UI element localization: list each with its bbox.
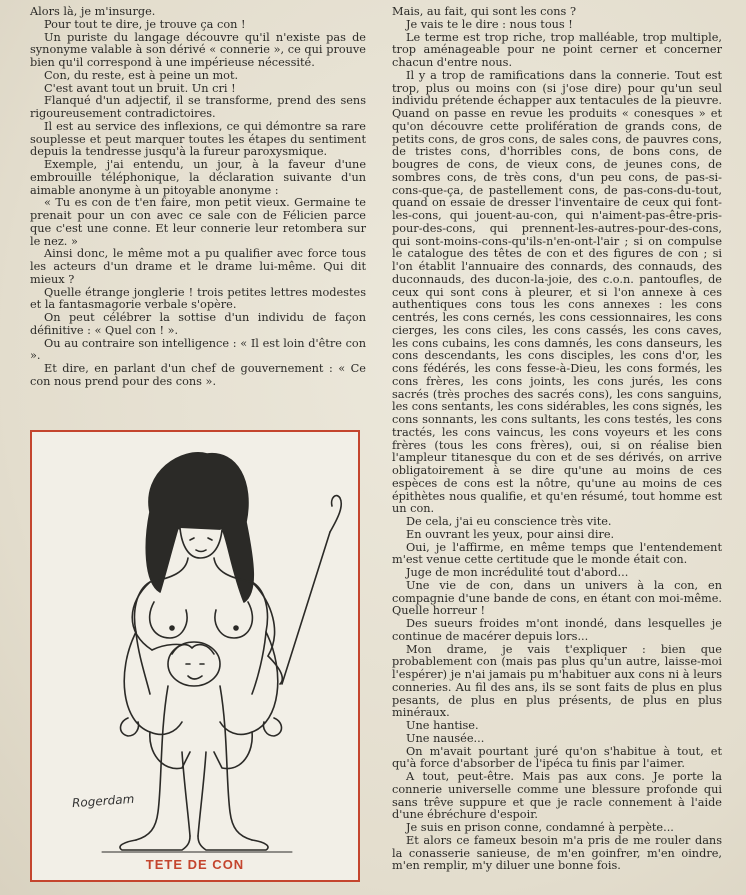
paragraph: « Tu es con de t'en faire, mon petit vieux. Germaine te prenait pour un con avec ce sale con de Félicien parce que c'est une conne. Et leur connerie leur retombera sur le nez. » [30,196,366,248]
paragraph: Une hantise. [406,719,479,732]
paragraph: Oui, je l'affirme, en même temps que l'entendement m'est venue cette certitude que le monde était con. [392,540,722,567]
paragraph: Flanqué d'un adjectif, il se transforme, prend des sens rigoureusement contradictoires. [30,94,366,120]
paragraph: Pour tout te dire, je trouve ça con ! [44,17,246,31]
paragraph: C'est avant tout un bruit. Un cri ! [44,81,236,95]
paragraph: Exemple, j'ai entendu, un jour, à la faveur d'une embrouille téléphonique, la déclaration suivante d'un aimable anonyme à un pitoyable anonyme : [30,158,366,197]
paragraph: Un puriste du langage découvre qu'il n'existe pas de synonyme valable à son dérivé « connerie », ce qui prouve bien qu'il correspond à une impérieuse nécessité. [30,30,366,69]
paragraph: Ou au contraire son intelligence : « Il est loin d'être con ». [30,336,366,363]
paragraph: Et alors ce fameux besoin m'a pris de me rouler dans la conasserie sanieuse, de m'en goinfrer, m'en oindre, m'en remplir, m'y diluer une bonne fois. [392,833,722,873]
paragraph: On peut célébrer la sottise d'un individu de façon définitive : « Quel con ! ». [30,311,366,337]
paragraph: Ainsi donc, le même mot a pu qualifier avec force tous les acteurs d'un drame et le drame lui-même. Qui dit mieux ? [30,247,366,286]
paragraph: Une nausée... [406,731,485,745]
paragraph: De cela, j'ai eu conscience très vite. [406,515,612,528]
paragraph: Mais, au fait, qui sont les cons ? [392,5,576,18]
paragraph: Je vais te le dire : nous tous ! [406,17,573,31]
paragraph: En ouvrant les yeux, pour ainsi dire. [406,527,615,541]
paragraph: Mon drame, je vais t'expliquer : bien que probablement con (mais pas plus qu'un autre, laisse-moi l'espérer) je n'ai jamais pu m'habituer aux cons ni à leurs conneries. Au fil des ans, ils se sont faits de plus en plus pesants, de plus en plus présents, de plus en plus minéraux. [392,642,722,720]
right-column-text [392,6,722,873]
cartoon-frame [30,430,360,882]
paragraph: Il y a trop de ramifications dans la connerie. Tout est trop, plus ou moins con (si j'ose dire) pour qu'un seul individu prétende échapper aux tentacules de la pieuvre. Quand on passe en revue les produits « conesques » et qu'on découvre cette prolifération de grands cons, de petits cons, de gros cons, de sales cons, de pauvres cons, de tristes cons, d'horribles cons, de bons cons, de bougres de cons, de vieux cons, de jeunes cons, de sombres cons, de très cons, d'un peu cons, de pas-si-cons-que-ça, de pastellement cons, de pas-cons-du-tout, quand on essaie de dresser l'inventaire de ceux qui font-les-cons, qui jouent-au-con, qui n'aiment-pas-être-pris-pour-des-cons, qui prennent-les-autres-pour-des-cons, qui sont-moins-cons-qu'ils-n'en-ont-l'air ; si on compulse le catalogue des têtes de con et des figures de con ; si l'on établit l'annuaire des connards, des connauds, des duconnauds, des ducon-la-joie, des c.o.n. pantoufles, de ceux qui sont cons à pleurer, et si l'on annexe à ces authentiques cons tous les cons annexes : les cons centrés, les cons cernés, les cons cessionnaires, les cons cierges, les cons ciles, les cons cassés, les cons caves, les cons cubains, les cons damnés, les cons danseurs, les cons descendants, les cons disciples, les cons d'or, les cons fédérés, les cons fesse-à-Dieu, les cons formés, les cons frères, les cons joints, les cons jurés, les cons sacrés (très proches des sacrés cons), les cons sanguins, les cons sentants, les cons sidérables, les cons signés, les cons sonnants, les cons sultants, les cons testés, les cons tractés, les cons vaincus, les cons voyeurs et les cons frères (tous les cons frères), oui, si on réalise bien l'ampleur titanesque du con et de ses dérivés, on arrive obligatoirement à se dire qu'une au moins de ces espèces de cons est la nôtre, qu'une au moins de ces épithètes nous qualifie, et qu'en résumé, tout homme est un con. [392,68,722,516]
paragraph: On m'avait pourtant juré qu'on s'habitue à tout, et qu'à force d'absorber de l'ipéca tu finis par l'aimer. [392,744,722,771]
paragraph: Une vie de con, dans un univers à la con, en compagnie d'une bande de cons, en étant con moi-même. Quelle horreur ! [392,578,722,618]
paragraph: Quelle étrange jonglerie ! trois petites lettres modestes et la fantasmagorie verbale s'opère. [30,285,366,312]
artist-signature: Rogerdam [71,791,135,811]
paragraph: Con, du reste, est à peine un mot. [44,68,239,82]
paragraph: Alors là, je m'insurge. [30,5,156,18]
paragraph: Et dire, en parlant d'un chef de gouvernement : « Ce con nous prend pour des cons ». [30,362,366,388]
cartoon-caption: TETE DE CON [145,857,245,872]
left-column-text [30,6,366,389]
paragraph: Des sueurs froides m'ont inondé, dans lesquelles je continue de macérer depuis lors... [392,617,722,643]
paragraph: Je suis en prison conne, condamné à perpète... [406,821,674,834]
paragraph: Il est au service des inflexions, ce qui démontre sa rare souplesse et peut marquer toutes les étapes du sentiment depuis la tendresse jusqu'à la fureur paroxysmique. [30,119,366,159]
paragraph: Juge de mon incrédulité tout d'abord... [406,566,629,579]
cartoon-illustration [32,432,358,880]
paragraph: Le terme est trop riche, trop malléable, trop multiple, trop aménageable pour ne point cerner et concerner chacun d'entre nous. [392,30,722,69]
paragraph: A tout, peut-être. Mais pas aux cons. Je porte la connerie universelle comme une blessure profonde qui sans trêve suppure et que je racle connement à l'aide d'une ébréchure d'espoir. [392,770,722,822]
